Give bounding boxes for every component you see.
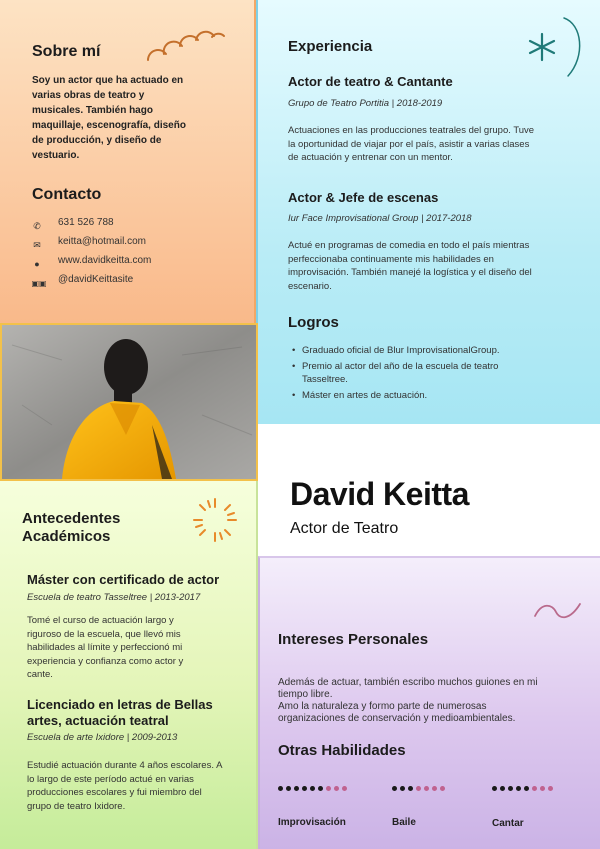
contact-social[interactable]: @davidKeittasite <box>58 274 134 285</box>
skill-dot-filled <box>392 786 397 791</box>
skills-title: Otras Habilidades <box>278 742 406 759</box>
achievement-item: • Graduado oficial de Blur ImprovisationalGroup. <box>292 344 532 358</box>
header-name: David Keitta <box>290 476 469 512</box>
skill-dot-filled <box>516 786 521 791</box>
edu-1-degree: Máster con certificado de actor <box>27 572 220 587</box>
skill-name: Baile <box>392 817 416 828</box>
skill-dot-filled <box>524 786 529 791</box>
sunburst-decoration-icon <box>190 495 240 545</box>
skill-dot-filled <box>310 786 315 791</box>
asterisk-decoration-icon <box>520 14 590 82</box>
job-2-meta: Iur Face Improvisational Group | 2017-2018 <box>288 213 472 224</box>
edu-1-meta: Escuela de teatro Tasseltree | 2013-2017 <box>27 592 201 603</box>
edu-2-meta: Escuela de arte Ixidore | 2009-2013 <box>27 732 178 743</box>
globe-icon: ● <box>34 259 40 269</box>
experience-title: Experiencia <box>288 38 373 55</box>
edu-2-degree: Licenciado en letras de Bellas artes, actuación teatral <box>27 697 213 728</box>
skill-dot-empty <box>416 786 421 791</box>
skill-level-dots <box>392 786 445 791</box>
skill-dot-filled <box>492 786 497 791</box>
contact-title: Contacto <box>32 186 102 203</box>
contact-web[interactable]: www.davidkeitta.com <box>58 255 152 266</box>
wave-decoration-icon <box>532 598 584 624</box>
skill-dot-filled <box>408 786 413 791</box>
skill-name: Improvisación <box>278 817 346 828</box>
job-1-role: Actor de teatro & Cantante <box>288 74 453 89</box>
header-role: Actor de Teatro <box>290 520 399 537</box>
skill-dot-empty <box>548 786 553 791</box>
skill-dot-empty <box>540 786 545 791</box>
email-icon: ✉ <box>33 239 41 250</box>
achievements-title: Logros <box>288 314 339 331</box>
skill-dot-empty <box>424 786 429 791</box>
contact-email[interactable]: keitta@hotmail.com <box>58 236 146 247</box>
achievement-item: • Máster en artes de actuación. <box>292 389 532 403</box>
skill-level-dots <box>278 786 347 791</box>
job-1-desc: Actuaciones en las producciones teatrales del grupo. Tuve la oportunidad de viajar por el país, asistir a varias clases de actuación y entrenar con un mentor. <box>288 125 535 163</box>
education-title-line2: Académicos <box>22 528 111 545</box>
photo-illustration <box>2 325 256 479</box>
skill-dot-filled <box>302 786 307 791</box>
skill-dot-filled <box>400 786 405 791</box>
instagram-linkedin-icon: ▣▣ <box>31 278 47 288</box>
skill-dot-filled <box>278 786 283 791</box>
about-text: Soy un actor que ha actuado en varias obras de teatro y musicales. También hago maquillaje, escenografía, diseño de producción, y diseño de vestuario. <box>32 75 186 161</box>
job-2-desc: Actué en programas de comedia en todo el país mientras perfeccionaba continuamente mis habilidades en improvisación. También manejé la logística y el diseño del escenario. <box>288 240 532 292</box>
skill-dot-filled <box>286 786 291 791</box>
interests-text: Además de actuar, también escribo muchos guiones en mi tiempo libre. Amo la naturaleza y formo parte de numerosas organizaciones de conservación y medioambientales. <box>278 677 538 724</box>
phone-icon: ✆ <box>33 220 41 231</box>
achievements-list <box>292 344 532 404</box>
profile-photo <box>0 323 258 481</box>
skill-level-dots <box>492 786 553 791</box>
edu-2-desc: Estudié actuación durante 4 años escolares. A lo largo de este período actué en varias producciones escolares y fui miembro del grupo de teatro Ixidore. <box>27 760 222 812</box>
skill-dot-empty <box>342 786 347 791</box>
skill-dot-filled <box>318 786 323 791</box>
job-1-meta: Grupo de Teatro Portitia | 2018-2019 <box>288 98 443 109</box>
edu-1-desc: Tomé el curso de actuación largo y riguroso de la escuela, que llevó mis habilidades al límite y perfeccionó mi experiencia y confianza como actor y cante. <box>27 615 184 680</box>
skill-dot-empty <box>432 786 437 791</box>
job-2-role: Actor & Jefe de escenas <box>288 190 439 205</box>
skill-dot-empty <box>440 786 445 791</box>
about-title: Sobre mí <box>32 43 101 60</box>
skill-dot-empty <box>334 786 339 791</box>
education-title-line1: Antecedentes <box>22 510 121 527</box>
arches-decoration-icon <box>146 28 226 62</box>
skill-dot-empty <box>326 786 331 791</box>
skill-dot-filled <box>500 786 505 791</box>
skill-dot-filled <box>294 786 299 791</box>
skill-name: Cantar <box>492 818 524 829</box>
skill-dot-empty <box>532 786 537 791</box>
achievement-item: • Premio al actor del año de la escuela de teatro Tasseltree. <box>292 360 532 387</box>
skill-dot-filled <box>508 786 513 791</box>
contact-phone: 631 526 788 <box>58 217 114 228</box>
interests-title: Intereses Personales <box>278 631 429 648</box>
